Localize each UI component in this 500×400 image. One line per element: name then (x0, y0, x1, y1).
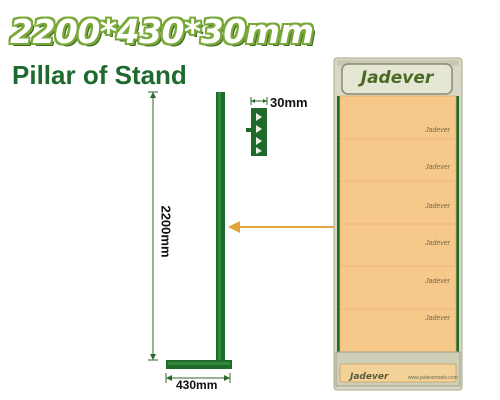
pillar-subtitle: Pillar of Stand (12, 60, 187, 90)
height-label: 2200mm (158, 205, 174, 258)
stand-brand-logo: Jadever (360, 68, 434, 88)
pillar-section-detail (246, 97, 267, 156)
width-label: 30mm (270, 95, 308, 110)
base-brand-logo: Jadever (350, 372, 389, 382)
panel-brand-5: Jadever (425, 278, 450, 285)
height-dimension-line (148, 92, 158, 360)
depth-label: 430mm (176, 378, 218, 392)
panel-brand-2: Jadever (425, 164, 450, 171)
panel-brand-4: Jadever (425, 240, 450, 247)
panel-brand-3: Jadever (425, 203, 450, 210)
display-stand (334, 58, 462, 390)
pointer-arrow (228, 221, 338, 233)
panel-brand-6: Jadever (425, 315, 450, 322)
pillar-shape (166, 92, 232, 369)
dimensions-title: 2200*430*30mm (10, 12, 314, 51)
base-website-url: www.jadevertools.com (408, 375, 458, 381)
panel-brand-1: Jadever (425, 127, 450, 134)
